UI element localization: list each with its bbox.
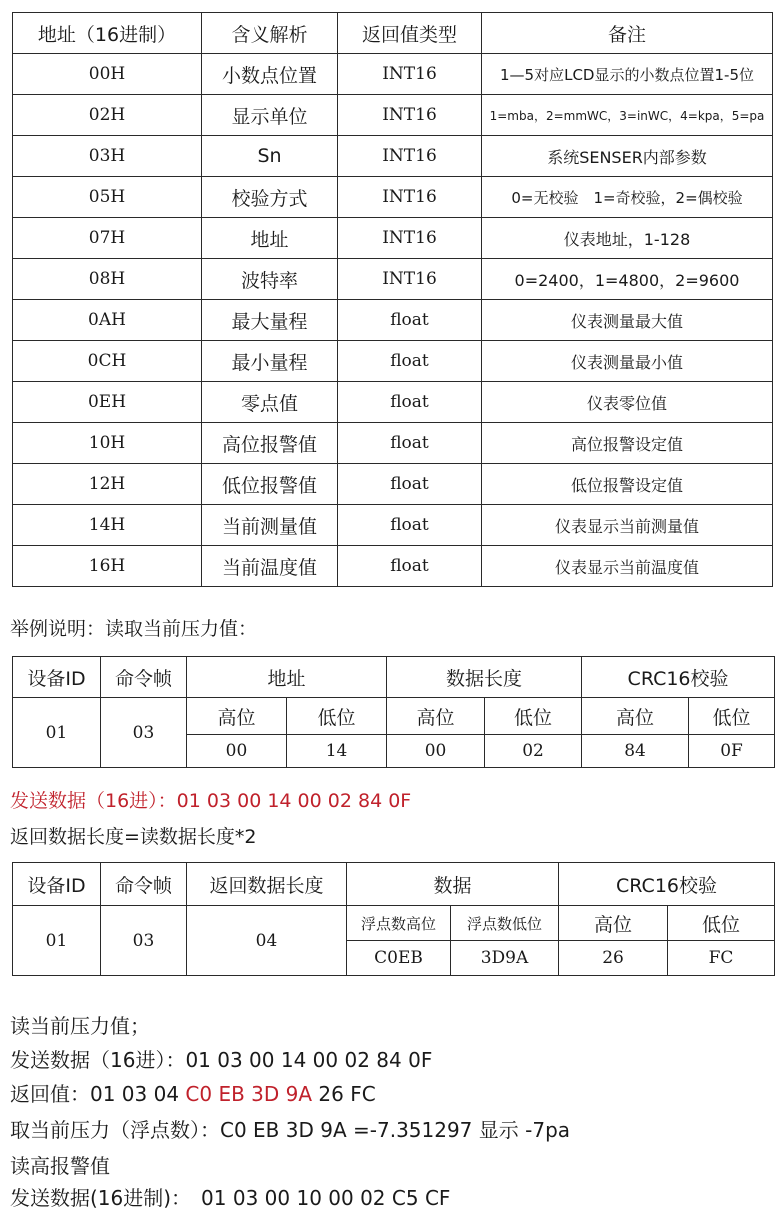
send-line-2: 发送数据（16进）：01 03 00 14 00 02 84 0F [10,1048,433,1072]
cell-note: 0=2400，1=4800，2=9600 [482,259,773,300]
send-addr-low-label: 低位 [287,698,387,735]
send-data-length-header: 数据长度 [387,657,582,698]
cell-meaning: 校验方式 [202,177,338,218]
send-frame-table [12,656,775,768]
return-device-id-header: 设备ID [13,863,101,906]
return-subheader-row [13,906,775,941]
table-row [13,177,773,218]
cell-address: 16H [13,546,202,587]
cell-meaning: 最大量程 [202,300,338,341]
return-value-suffix: 26 FC [312,1082,376,1106]
table-row [13,300,773,341]
example-heading: 举例说明：读取当前压力值： [10,618,258,640]
cell-type: float [338,382,482,423]
send-high-alarm-line: 发送数据(16进制)： 01 03 00 10 00 02 C5 CF [10,1186,451,1210]
send-device-id-value: 01 [13,698,101,768]
cell-note: 0=无校验 1=奇校验，2=偶校验 [482,177,773,218]
cell-note: 仪表显示当前测量值 [482,505,773,546]
return-length-value: 04 [187,906,347,976]
return-device-id-value: 01 [13,906,101,976]
cell-meaning: 低位报警值 [202,464,338,505]
header-return-type: 返回值类型 [338,13,482,54]
cell-address: 0AH [13,300,202,341]
table-row [13,95,773,136]
cell-meaning: 最小量程 [202,341,338,382]
cell-type: float [338,546,482,587]
return-header-row [13,863,775,906]
return-length-line: 返回数据长度=读数据长度*2 [10,826,257,848]
return-crc-high-label: 高位 [559,906,668,941]
send-crc-header: CRC16校验 [582,657,775,698]
return-crc-header: CRC16校验 [559,863,775,906]
cell-address: 05H [13,177,202,218]
return-crc-high-value: 26 [559,941,668,976]
register-table-header [13,13,773,54]
cell-note: 仪表零位值 [482,382,773,423]
cell-type: INT16 [338,54,482,95]
cell-note: 仪表显示当前温度值 [482,546,773,587]
send-subheader-row [13,698,775,735]
return-command-header: 命令帧 [101,863,187,906]
cell-address: 00H [13,54,202,95]
cell-meaning: 小数点位置 [202,54,338,95]
table-row [13,218,773,259]
cell-address: 10H [13,423,202,464]
return-data-header: 数据 [347,863,559,906]
cell-type: float [338,505,482,546]
read-high-alarm-line: 读高报警值 [10,1154,110,1178]
send-len-low-label: 低位 [485,698,582,735]
cell-note: 高位报警设定值 [482,423,773,464]
cell-meaning: 地址 [202,218,338,259]
table-row [13,505,773,546]
cell-address: 08H [13,259,202,300]
return-length-header: 返回数据长度 [187,863,347,906]
cell-address: 03H [13,136,202,177]
cell-meaning: 当前温度值 [202,546,338,587]
send-addr-low-value: 14 [287,735,387,768]
header-meaning: 含义解析 [202,13,338,54]
cell-type: INT16 [338,136,482,177]
table-row [13,382,773,423]
cell-address: 12H [13,464,202,505]
send-addr-high-label: 高位 [187,698,287,735]
send-header-row [13,657,775,698]
cell-meaning: 显示单位 [202,95,338,136]
send-crc-high-value: 84 [582,735,689,768]
register-table [12,12,773,587]
return-value-float-bytes: C0 EB 3D 9A [185,1082,313,1106]
cell-type: float [338,423,482,464]
cell-type: INT16 [338,95,482,136]
cell-type: INT16 [338,218,482,259]
send-address-header: 地址 [187,657,387,698]
return-float-high-value: C0EB [347,941,451,976]
cell-type: float [338,300,482,341]
read-pressure-line: 读当前压力值； [10,1014,150,1038]
send-addr-high-value: 00 [187,735,287,768]
header-note: 备注 [482,13,773,54]
cell-address: 0CH [13,341,202,382]
cell-meaning: 当前测量值 [202,505,338,546]
send-len-high-label: 高位 [387,698,485,735]
cell-address: 02H [13,95,202,136]
float-value-line: 取当前压力（浮点数）：C0 EB 3D 9A =-7.351297 显示 -7pa [10,1118,571,1142]
cell-address: 07H [13,218,202,259]
return-crc-low-label: 低位 [668,906,775,941]
cell-type: INT16 [338,259,482,300]
return-float-high-label: 浮点数高位 [347,906,451,941]
send-data-line: 发送数据（16进）：01 03 00 14 00 02 84 0F [10,790,412,812]
table-row [13,341,773,382]
cell-note: 仪表测量最小值 [482,341,773,382]
cell-meaning: 高位报警值 [202,423,338,464]
cell-note: 1—5对应LCD显示的小数点位置1-5位 [482,54,773,95]
return-frame-table [12,862,775,976]
table-row [13,423,773,464]
header-address: 地址（16进制） [13,13,202,54]
send-command-value: 03 [101,698,187,768]
cell-type: float [338,464,482,505]
send-command-header: 命令帧 [101,657,187,698]
cell-address: 14H [13,505,202,546]
return-value-line [10,1078,376,1107]
table-row [13,546,773,587]
cell-note: 低位报警设定值 [482,464,773,505]
cell-address: 0EH [13,382,202,423]
return-command-value: 03 [101,906,187,976]
cell-note: 仪表地址，1-128 [482,218,773,259]
cell-type: float [338,341,482,382]
table-row [13,259,773,300]
send-crc-low-value: 0F [689,735,775,768]
return-float-low-value: 3D9A [451,941,559,976]
cell-note: 1=mba，2=mmWC，3=inWC，4=kpa，5=pa [482,95,773,136]
send-crc-low-label: 低位 [689,698,775,735]
send-len-low-value: 02 [485,735,582,768]
cell-note: 系统SENSER内部参数 [482,136,773,177]
return-crc-low-value: FC [668,941,775,976]
cell-meaning: 零点值 [202,382,338,423]
send-len-high-value: 00 [387,735,485,768]
cell-type: INT16 [338,177,482,218]
send-device-id-header: 设备ID [13,657,101,698]
return-float-low-label: 浮点数低位 [451,906,559,941]
table-row [13,136,773,177]
cell-note: 仪表测量最大值 [482,300,773,341]
table-row [13,464,773,505]
return-value-prefix: 返回值：01 03 04 [10,1082,186,1106]
cell-meaning: Sn [202,136,338,177]
cell-meaning: 波特率 [202,259,338,300]
send-crc-high-label: 高位 [582,698,689,735]
table-row [13,54,773,95]
